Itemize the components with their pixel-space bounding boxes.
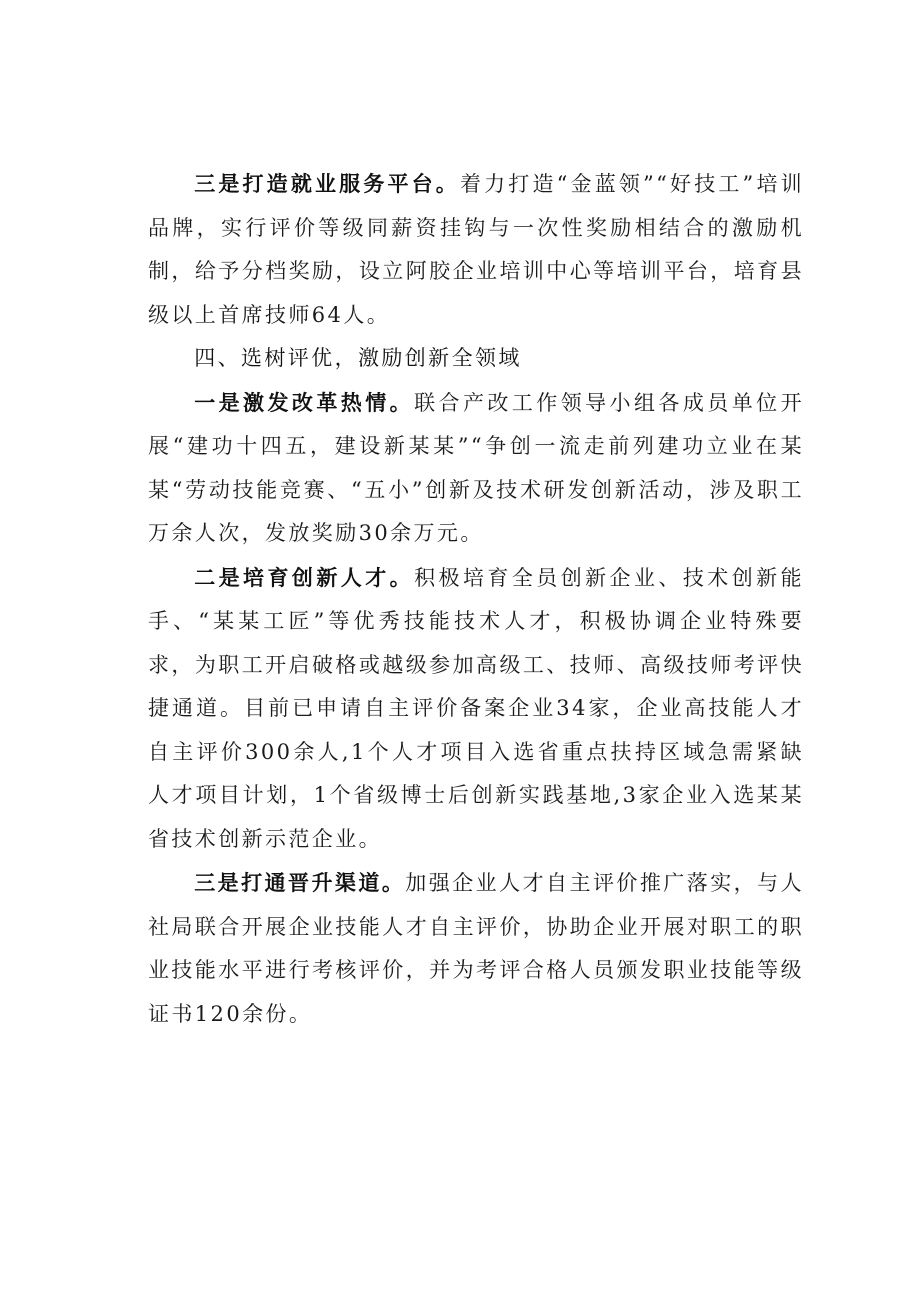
paragraph-promotion-channel <box>148 861 804 1036</box>
paragraph-text: 联合产改工作领导小组各成员单位开展“建功十四五，建设新某某”“争创一流走前列建功立业在某某“劳动技能竞赛、“五小”创新及技术研发创新活动，涉及职工万余人次，发放奖励30余万元。 <box>148 390 804 545</box>
paragraph-text: 着力打造“金蓝领”“好技工”培训品牌，实行评价等级同薪资挂钩与一次性奖励相结合的激励机制，给予分档奖励，设立阿胶企业培训中心等培训平台，培育县级以上首席技师64人。 <box>148 172 805 327</box>
paragraph-lead: 一是激发改革热情。 <box>194 389 415 415</box>
paragraph-innovation-talent <box>148 556 804 862</box>
paragraph-lead: 二是培育创新人才。 <box>194 564 415 590</box>
paragraph-reform-enthusiasm <box>148 381 804 556</box>
paragraph-lead: 三是打通晋升渠道。 <box>194 870 406 895</box>
document-body <box>148 162 804 1036</box>
paragraph-text: 加强企业人才自主评价推广落实，与人社局联合开展企业技能人才自主评价，协助企业开展对职工的职业技能水平进行考核评价，并为考评合格人员颁发职业技能等级证书120余份。 <box>148 871 804 1026</box>
paragraph-lead: 三是打造就业服务平台。 <box>194 171 460 196</box>
section-heading: 四、选树评优，激励创新全领域 <box>194 346 522 370</box>
paragraph-text: 积极培育全员创新企业、技术创新能手、“某某工匠”等优秀技能技术人才，积极协调企业特殊要求，为职工开启破格或越级参加高级工、技师、高级技师考评快捷通道。目前已申请自主评价备案企业34家，企业高技能人才自主评价300余人,1个人才项目入选省重点扶持区域急需紧缺人才项目计划，1个省级博士后创新实践基地,3家企业入选某某省技术创新示范企业。 <box>148 565 804 851</box>
paragraph-employment-platform <box>148 162 804 337</box>
